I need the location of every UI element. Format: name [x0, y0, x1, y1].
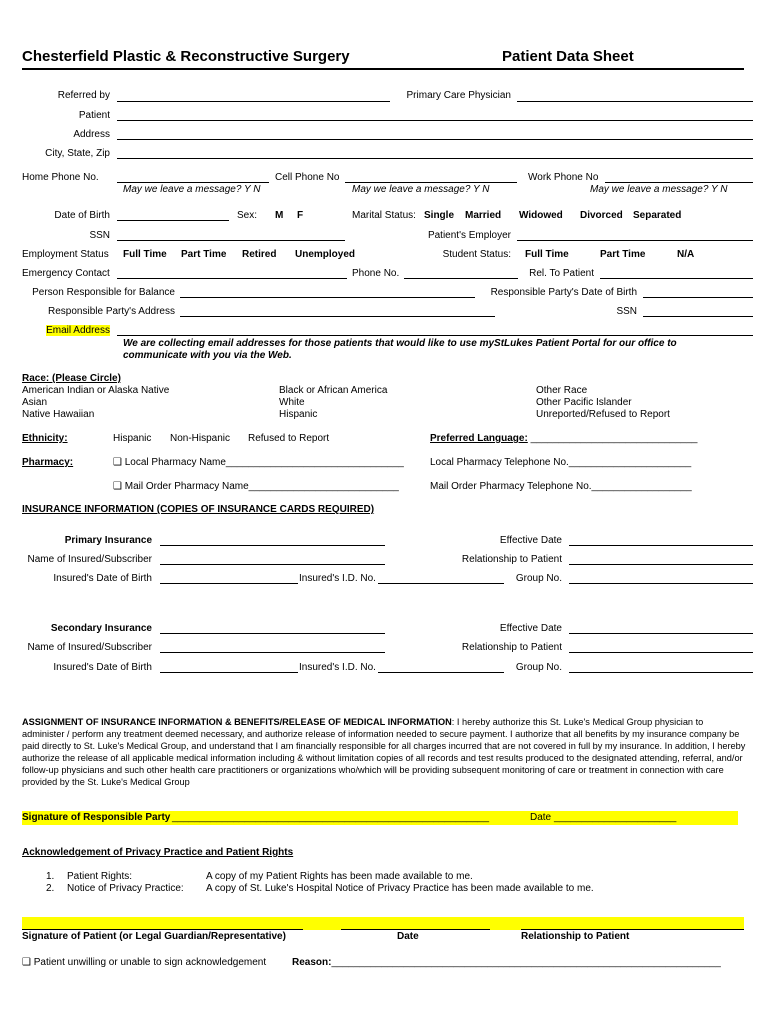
privacy-heading: Acknowledgement of Privacy Practice and Patient Rights	[22, 847, 294, 858]
signature-date-field[interactable]: ______________________	[554, 812, 677, 823]
unwilling-option[interactable]: ❑ Patient unwilling or unable to sign acknowledgement	[22, 957, 267, 968]
practice-name: Chesterfield Plastic & Reconstructive Surgery	[22, 48, 350, 65]
work-phone-field[interactable]	[605, 182, 753, 183]
reason-field[interactable]: Reason:______________________________________________________________________	[292, 957, 721, 968]
secondary-insurance-field[interactable]	[160, 633, 385, 634]
dob-label: Date of Birth	[54, 210, 110, 221]
privacy-item-1-desc: A copy of my Patient Rights has been made available to me.	[206, 871, 473, 882]
cell-phone-label: Cell Phone No	[275, 172, 340, 183]
mail-pharmacy-tel-field[interactable]: Mail Order Pharmacy Telephone No.__________________	[430, 481, 692, 492]
resp-address-field[interactable]	[180, 316, 495, 317]
race-pacific-islander[interactable]: Other Pacific Islander	[536, 397, 632, 408]
marital-widowed[interactable]: Widowed	[519, 210, 563, 221]
secondary-effective-field[interactable]	[569, 633, 753, 634]
email-label: Email Address	[46, 325, 110, 336]
referred-by-field[interactable]	[117, 101, 390, 102]
primary-insured-name-field[interactable]	[160, 564, 385, 565]
primary-insured-id-label: Insured's I.D. No.	[299, 573, 376, 584]
mail-pharmacy-field[interactable]: ❑ Mail Order Pharmacy Name___________________________	[113, 481, 399, 492]
pharmacy-label: Pharmacy:	[22, 457, 74, 468]
pcp-field[interactable]	[517, 101, 753, 102]
marital-single[interactable]: Single	[424, 210, 455, 221]
race-white[interactable]: White	[279, 397, 305, 408]
privacy-item-2-number: 2.	[46, 883, 55, 894]
ssn-field[interactable]	[117, 240, 345, 241]
secondary-insured-dob-label: Insured's Date of Birth	[53, 662, 152, 673]
secondary-insured-name-field[interactable]	[160, 652, 385, 653]
assignment-paragraph	[22, 716, 748, 789]
checkbox-icon[interactable]: ❑	[113, 481, 122, 492]
primary-effective-field[interactable]	[569, 545, 753, 546]
secondary-insured-name-label: Name of Insured/Subscriber	[27, 642, 152, 653]
primary-group-label: Group No.	[515, 573, 562, 584]
checkbox-icon[interactable]: ❑	[22, 957, 31, 968]
signature-date-label: Date	[530, 812, 552, 823]
emp-part-time[interactable]: Part Time	[181, 249, 227, 260]
patient-field[interactable]	[117, 120, 753, 121]
race-unreported[interactable]: Unreported/Refused to Report	[536, 409, 670, 420]
assignment-body: : I hereby authorize this St. Luke's Medical Group physician to administer / perform any treatment deemed necessary, and authorize release of information needed to secure payment. I authorize that all benefits by my insurance company be paid directly to St. Luke's Medical Group, and understand that I am financially responsible for all charges incurred that are not covered in full by my insurance. In addition, I hereby authorize the release of all applicable medical information including & without limitation copies of all records and test results produced to the designated attending, referral, and/or follow-up physicians and such other health care practitioners or organizations who/which will be providing subsequent monitoring of care or treatment in connection with care provided by the St. Luke's Medical Group	[22, 717, 746, 788]
race-other[interactable]: Other Race	[536, 385, 588, 396]
signature-patient-label: Signature of Patient (or Legal Guardian/Representative)	[22, 931, 286, 942]
race-native-hawaiian[interactable]: Native Hawaiian	[22, 409, 95, 420]
marital-separated[interactable]: Separated	[633, 210, 682, 221]
resp-balance-field[interactable]	[180, 297, 475, 298]
home-message-question[interactable]: May we leave a message? Y N	[123, 184, 261, 195]
patient-label: Patient	[78, 110, 110, 121]
cell-phone-field[interactable]	[345, 182, 517, 183]
marital-married[interactable]: Married	[465, 210, 502, 221]
secondary-insurance-label: Secondary Insurance	[50, 623, 152, 634]
secondary-relationship-label: Relationship to Patient	[461, 642, 562, 653]
checkbox-icon[interactable]: ❑	[113, 457, 122, 468]
header-rule	[22, 68, 744, 70]
emp-unemployed[interactable]: Unemployed	[295, 249, 356, 260]
rel-label: Rel. To Patient	[529, 268, 594, 279]
primary-effective-label: Effective Date	[499, 535, 562, 546]
signature-responsible-field[interactable]: _________________________________________________________	[172, 812, 490, 823]
signature-patient-date-label: Date	[397, 931, 419, 942]
cell-message-question[interactable]: May we leave a message? Y N	[352, 184, 490, 195]
employer-field[interactable]	[517, 240, 753, 241]
signature-responsible-label: Signature of Responsible Party	[22, 812, 171, 823]
preferred-language[interactable]: Preferred Language: ______________________________	[430, 433, 698, 444]
signature-patient-relationship-label: Relationship to Patient	[521, 931, 630, 942]
student-na[interactable]: N/A	[677, 249, 695, 260]
resp-balance-label: Person Responsible for Balance	[32, 287, 175, 298]
student-full-time[interactable]: Full Time	[525, 249, 569, 260]
email-field[interactable]	[117, 335, 753, 336]
resp-dob-field[interactable]	[643, 297, 753, 298]
secondary-insured-dob-field[interactable]	[160, 672, 298, 673]
email-note: We are collecting email addresses for those patients that would like to use myStLukes Patient Portal for our office to communicate with you via the Web.	[123, 338, 677, 361]
resp-ssn-field[interactable]	[643, 316, 753, 317]
city-label: City, State, Zip	[45, 148, 110, 159]
emp-retired[interactable]: Retired	[242, 249, 277, 260]
ssn2-label: SSN	[616, 306, 637, 317]
privacy-item-2-title: Notice of Privacy Practice:	[67, 883, 184, 894]
employer-label: Patient's Employer	[427, 230, 511, 241]
city-field[interactable]	[117, 158, 753, 159]
signature-patient-date-field[interactable]	[341, 929, 490, 930]
race-black[interactable]: Black or African America	[279, 385, 388, 396]
sex-label: Sex:	[237, 210, 258, 221]
student-part-time[interactable]: Part Time	[600, 249, 646, 260]
resp-dob-label: Responsible Party's Date of Birth	[490, 287, 637, 298]
ethnicity-non-hispanic[interactable]: Non-Hispanic	[170, 433, 231, 444]
emergency-field[interactable]	[117, 278, 347, 279]
work-message-question[interactable]: May we leave a message? Y N	[590, 184, 728, 195]
privacy-item-1-number: 1.	[46, 871, 55, 882]
local-pharmacy-tel-field[interactable]: Local Pharmacy Telephone No.______________________	[430, 457, 692, 468]
privacy-item-2-desc: A copy of St. Luke's Hospital Notice of Privacy Practice has been made available to me.	[206, 883, 594, 894]
secondary-relationship-field[interactable]	[569, 652, 753, 653]
home-phone-label: Home Phone No.	[22, 172, 99, 183]
phone-label: Phone No.	[352, 268, 400, 279]
page-title: Patient Data Sheet	[502, 48, 634, 65]
secondary-group-label: Group No.	[515, 662, 562, 673]
phone-field[interactable]	[404, 278, 518, 279]
primary-insured-id-field[interactable]	[378, 583, 504, 584]
ethnicity-hispanic[interactable]: Hispanic	[113, 433, 152, 444]
address-field[interactable]	[117, 139, 753, 140]
sex-f-option[interactable]: F	[297, 210, 304, 221]
marital-divorced[interactable]: Divorced	[580, 210, 623, 221]
primary-insured-name-label: Name of Insured/Subscriber	[27, 554, 152, 565]
privacy-item-1-title: Patient Rights:	[67, 871, 133, 882]
secondary-insured-id-label: Insured's I.D. No.	[299, 662, 376, 673]
primary-group-field[interactable]	[569, 583, 753, 584]
insurance-heading: INSURANCE INFORMATION (COPIES OF INSURANCE CARDS REQUIRED)	[22, 504, 375, 515]
secondary-insured-id-field[interactable]	[378, 672, 504, 673]
address-label: Address	[73, 129, 110, 140]
ssn-label: SSN	[89, 230, 110, 241]
work-phone-label: Work Phone No	[528, 172, 599, 183]
assignment-heading: ASSIGNMENT OF INSURANCE INFORMATION & BENEFITS/RELEASE OF MEDICAL INFORMATION	[22, 717, 452, 727]
primary-relationship-label: Relationship to Patient	[461, 554, 562, 565]
student-status-label: Student Status:	[442, 249, 511, 260]
signature-patient-relationship-field[interactable]	[521, 929, 744, 930]
marital-label: Marital Status:	[352, 210, 416, 221]
primary-insured-dob-field[interactable]	[160, 583, 298, 584]
secondary-group-field[interactable]	[569, 672, 753, 673]
race-heading: Race: (Please Circle)	[22, 373, 121, 384]
dob-field[interactable]	[117, 220, 229, 221]
primary-insurance-label: Primary Insurance	[64, 535, 152, 546]
primary-relationship-field[interactable]	[569, 564, 753, 565]
emergency-label: Emergency Contact	[22, 268, 110, 279]
home-phone-field[interactable]	[117, 182, 269, 183]
emp-full-time[interactable]: Full Time	[123, 249, 167, 260]
secondary-effective-label: Effective Date	[499, 623, 562, 634]
local-pharmacy-field[interactable]: ❑ Local Pharmacy Name________________________________	[113, 457, 404, 468]
ethnicity-refused[interactable]: Refused to Report	[248, 433, 330, 444]
race-american-indian[interactable]: American Indian or Alaska Native	[22, 385, 170, 396]
rel-field[interactable]	[600, 278, 753, 279]
ethnicity-label: Ethnicity:	[22, 433, 68, 444]
employment-label: Employment Status	[22, 249, 109, 260]
primary-insurance-field[interactable]	[160, 545, 385, 546]
referred-by-label: Referred by	[57, 90, 110, 101]
sex-m-option[interactable]: M	[275, 210, 284, 221]
signature-patient-field[interactable]	[22, 929, 303, 930]
race-hispanic[interactable]: Hispanic	[279, 409, 318, 420]
pcp-label: Primary Care Physician	[406, 90, 511, 101]
primary-insured-dob-label: Insured's Date of Birth	[53, 573, 152, 584]
resp-address-label: Responsible Party's Address	[48, 306, 175, 317]
race-asian[interactable]: Asian	[22, 397, 48, 408]
